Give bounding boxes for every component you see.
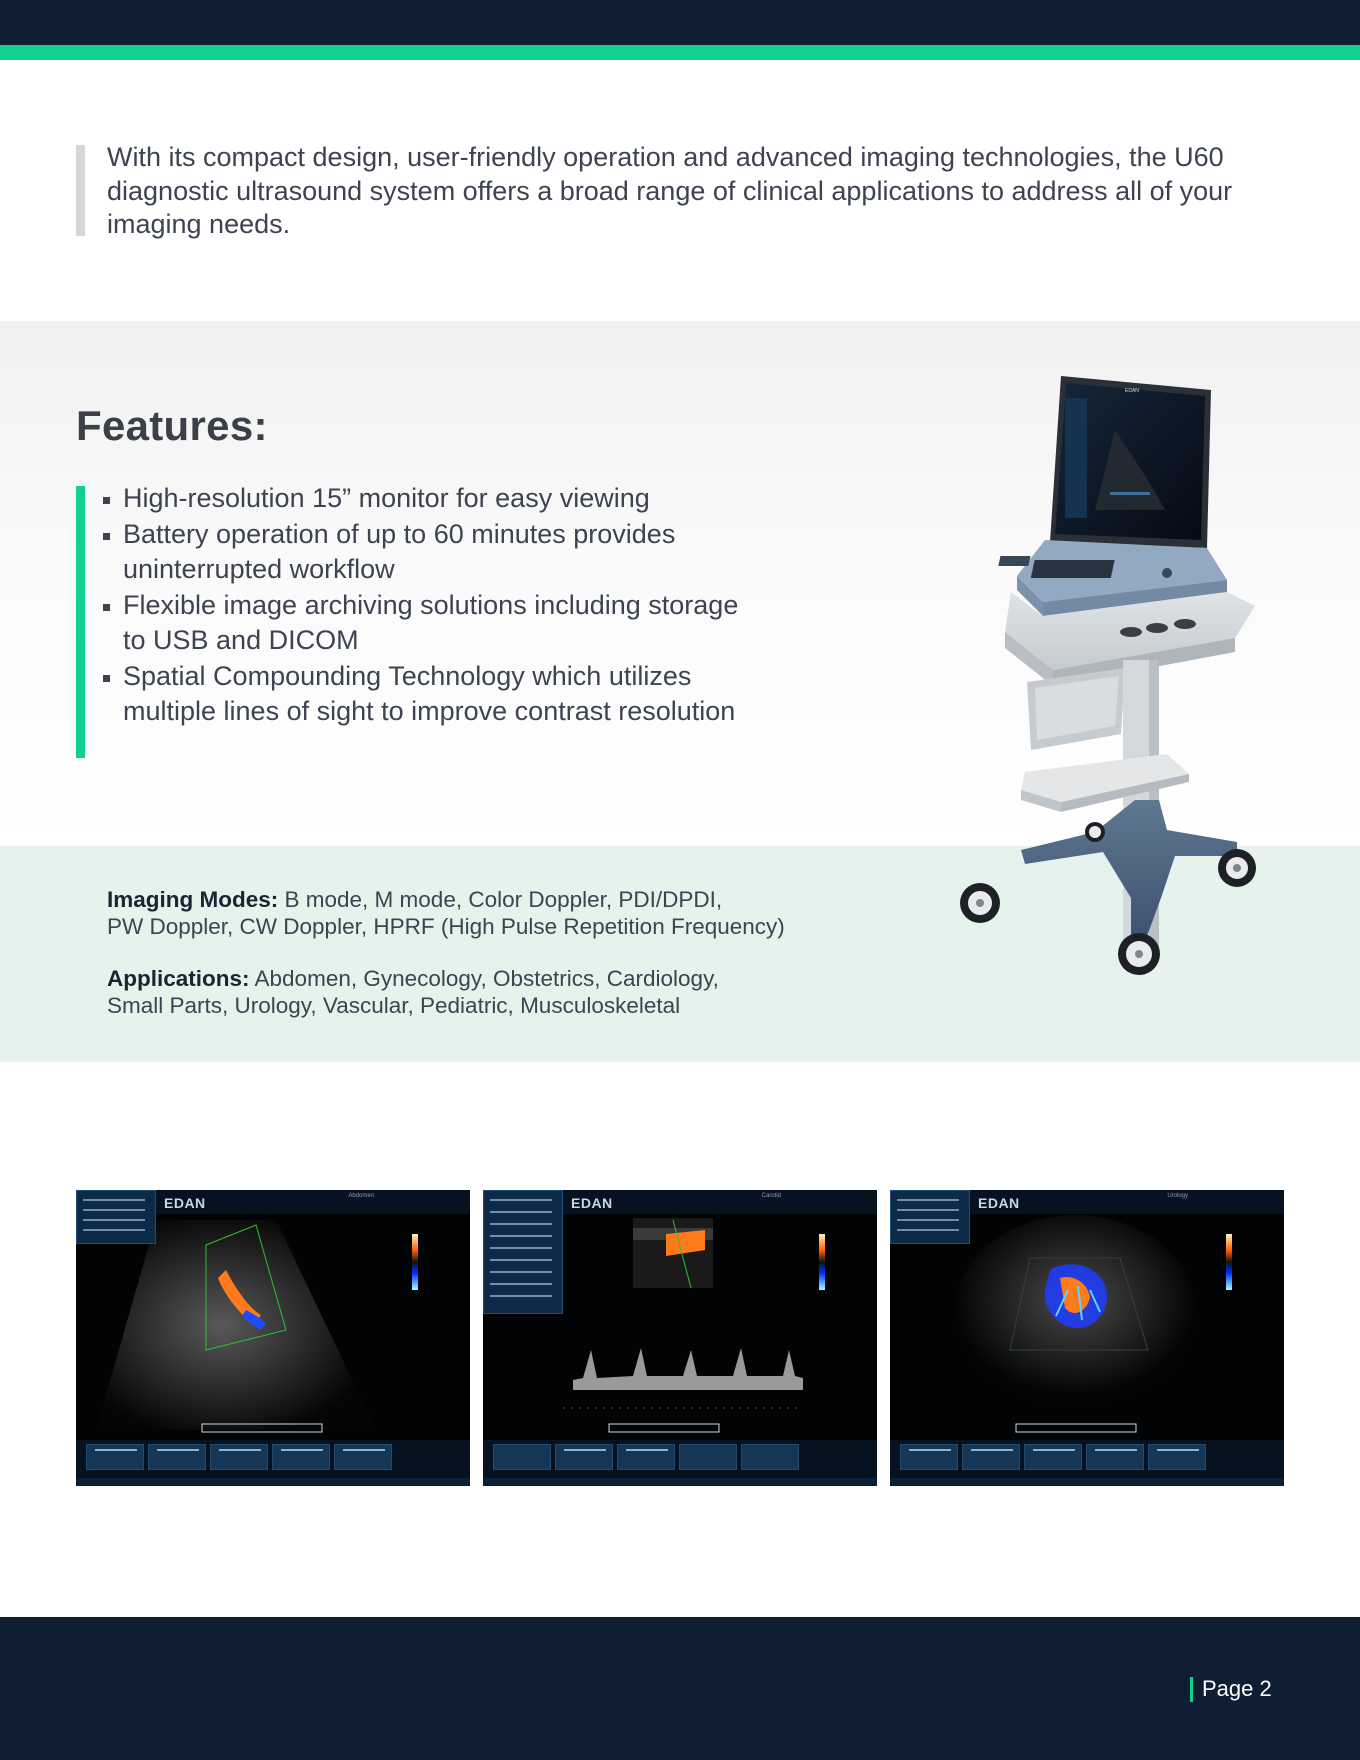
- feature-item-text: High-resolution 15” monitor for easy viewing: [123, 483, 650, 513]
- monitor-brand-text: EDAN: [1125, 388, 1139, 394]
- wheel-icon: [1218, 849, 1256, 887]
- feature-item: [103, 659, 743, 730]
- feature-item-text: Spatial Compounding Technology which utilizes multiple lines of sight to improve contrast resolution: [123, 660, 736, 726]
- features-list: [103, 481, 743, 730]
- page-number-accent: [1190, 1677, 1193, 1702]
- imaging-modes-line1: B mode, M mode, Color Doppler, PDI/DPDI,: [278, 887, 723, 912]
- screen-soft-key: [1086, 1444, 1144, 1470]
- page-number: Page 2: [1202, 1676, 1272, 1701]
- screen-soft-key: [86, 1444, 144, 1470]
- screen-brand-logo: EDAN: [164, 1195, 206, 1211]
- intro-text: With its compact design, user-friendly operation and advanced imaging technologies, the U60 diagnostic ultrasound system offers a broad range of clinical applications to address all of your imaging needs.: [107, 142, 1233, 239]
- screen-soft-key: [1148, 1444, 1206, 1470]
- top-header-bar: [0, 0, 1360, 45]
- screen-soft-key: [493, 1444, 551, 1470]
- screen-soft-key: [900, 1444, 958, 1470]
- applications-line1: Abdomen, Gynecology, Obstetrics, Cardiology,: [249, 966, 719, 991]
- screen-menu-panel: [483, 1190, 563, 1314]
- screen-soft-key: [962, 1444, 1020, 1470]
- screen-preset-label: Urology: [1167, 1193, 1188, 1199]
- screen-soft-key: [272, 1444, 330, 1470]
- feature-item: [103, 588, 743, 659]
- square-bullet-icon: [103, 533, 110, 540]
- screen-status-bar: [483, 1478, 877, 1486]
- applications-label: Applications:: [107, 966, 250, 991]
- screen-status-bar: [890, 1478, 1284, 1486]
- ultrasound-screenshots: [76, 1190, 1284, 1486]
- screen-status-bar: [76, 1478, 470, 1486]
- applications-line2: Small Parts, Urology, Vascular, Pediatric, Musculoskeletal: [107, 993, 681, 1018]
- applications: [107, 965, 1007, 992]
- modes-and-applications: [107, 886, 1007, 1019]
- feature-item: [103, 481, 743, 517]
- screen-soft-key: [741, 1444, 799, 1470]
- screen-brand-logo: EDAN: [978, 1195, 1020, 1211]
- screen-preset-label: Carotid: [761, 1193, 781, 1199]
- imaging-modes-label: Imaging Modes:: [107, 887, 279, 912]
- screen-preset-label: Abdomen: [348, 1193, 374, 1199]
- screen-soft-key: [210, 1444, 268, 1470]
- screen-soft-key: [1024, 1444, 1082, 1470]
- features-title: Features:: [76, 402, 268, 449]
- wheel-icon: [960, 883, 1000, 923]
- square-bullet-icon: [103, 604, 110, 611]
- screen-brand-logo: EDAN: [571, 1195, 613, 1211]
- ultrasound-screenshot-color-abdomen: [76, 1190, 470, 1486]
- square-bullet-icon: [103, 675, 110, 682]
- feature-item-text: Flexible image archiving solutions including storage to USB and DICOM: [123, 589, 739, 655]
- top-accent-stripe: [0, 45, 1360, 60]
- screen-soft-key: [334, 1444, 392, 1470]
- page-footer: [0, 1617, 1360, 1760]
- screen-soft-key: [555, 1444, 613, 1470]
- screen-menu-panel: [890, 1190, 970, 1244]
- imaging-modes: [107, 886, 1007, 913]
- screen-soft-key: [617, 1444, 675, 1470]
- ultrasound-cart-illustration: [935, 370, 1285, 990]
- square-bullet-icon: [103, 497, 110, 504]
- wheel-icon: [1118, 933, 1160, 975]
- screen-soft-key: [148, 1444, 206, 1470]
- imaging-modes-line2: PW Doppler, CW Doppler, HPRF (High Pulse Repetition Frequency): [107, 914, 785, 939]
- features-accent-rule: [76, 486, 85, 758]
- wheel-icon: [1085, 822, 1105, 842]
- screen-menu-panel: [76, 1190, 156, 1244]
- feature-item-text: Battery operation of up to 60 minutes provides uninterrupted workflow: [123, 518, 676, 584]
- feature-item: [103, 517, 743, 588]
- ultrasound-screenshot-pw-doppler: [483, 1190, 877, 1486]
- screen-soft-key: [679, 1444, 737, 1470]
- intro-quote-rule: [76, 145, 85, 236]
- ultrasound-screenshot-color-urology: [890, 1190, 1284, 1486]
